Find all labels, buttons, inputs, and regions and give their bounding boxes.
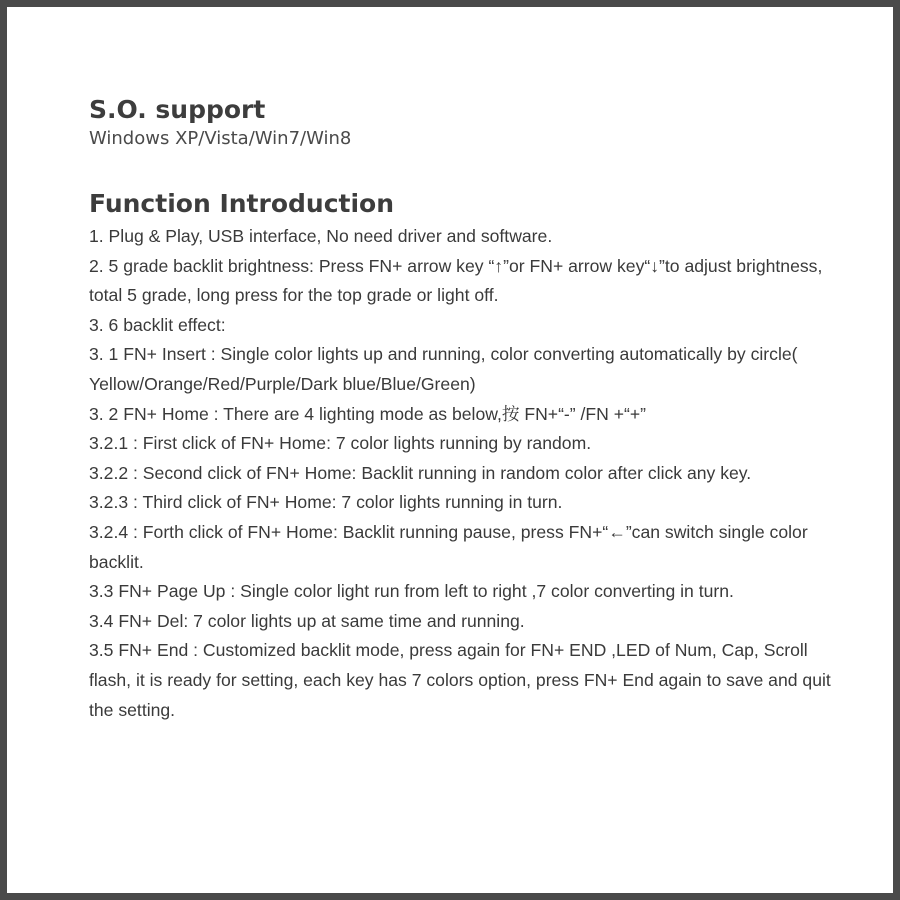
function-item-3: 3. 6 backlit effect: <box>89 314 226 335</box>
function-item-3-2: 3. 2 FN+ Home : There are 4 lighting mode as below,按 FN+“-” /FN +“+” <box>89 403 647 424</box>
function-item-3-2-1: 3.2.1 : First click of FN+ Home: 7 color lights running by random. <box>89 433 592 454</box>
function-item-3-1: 3. 1 FN+ Insert : Single color lights up and running, color converting automatically by circle( Yellow/Orange/Red/Purple/Dark blue/Blue/Green) <box>89 344 798 394</box>
function-item-3-4: 3.4 FN+ Del: 7 color lights up at same time and running. <box>89 610 525 631</box>
function-item-3-3: 3.3 FN+ Page Up : Single color light run from left to right ,7 color converting in turn. <box>89 581 734 602</box>
document-content <box>89 95 849 725</box>
function-item-1: 1. Plug & Play, USB interface, No need driver and software. <box>89 226 553 246</box>
function-introduction-heading: Function Introduction <box>89 189 395 218</box>
document-page <box>7 7 893 893</box>
function-item-3-2-2: 3.2.2 : Second click of FN+ Home: Backlit running in random color after click any key. <box>89 462 752 483</box>
function-item-3-2-3: 3.2.3 : Third click of FN+ Home: 7 color lights running in turn. <box>89 492 563 513</box>
function-item-3-5: 3.5 FN+ End : Customized backlit mode, press again for FN+ END ,LED of Num, Cap, Scroll flash, it is ready for setting, each key has 7 colors option, press FN+ End again to save and quit the setting. <box>89 640 831 720</box>
function-item-3-2-4: 3.2.4 : Forth click of FN+ Home: Backlit running pause, press FN+“←”can switch single color backlit. <box>89 521 808 572</box>
supported-systems-text: Windows XP/Vista/Win7/Win8 <box>89 128 352 149</box>
os-support-heading: S.O. support <box>89 95 266 124</box>
function-item-2: 2. 5 grade backlit brightness: Press FN+ arrow key “↑”or FN+ arrow key“↓”to adjust brightness, total 5 grade, long press for the top grade or light off. <box>89 255 823 306</box>
function-list <box>89 222 849 725</box>
